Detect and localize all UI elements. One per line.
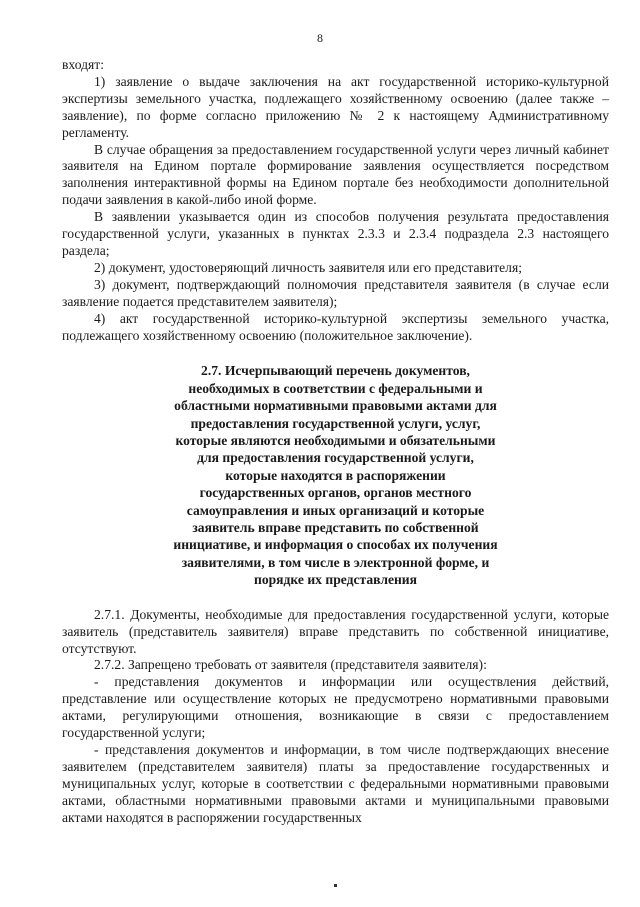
paragraph: 4) акт государственной историко-культурной экспертизы земельного участка, подлежащего хозяйственному освоению (положительное заключение). bbox=[62, 310, 609, 343]
paragraph: 2.7.2. Запрещено требовать от заявителя (представителя заявителя): bbox=[94, 657, 487, 673]
heading-line: самоуправления и иных организаций и которые bbox=[186, 502, 485, 518]
heading-line: предоставления государственной услуги, услуг, bbox=[190, 415, 481, 431]
section-heading bbox=[171, 362, 501, 588]
paragraph: входят: bbox=[62, 57, 104, 72]
heading-line: заявителями, в том числе в электронной форме, и bbox=[181, 554, 490, 570]
page-number: 8 bbox=[317, 31, 323, 45]
paragraph: - представления документов и информации, в том числе подтверждающих внесение заявителем (представителем заявителя) платы за предоставление государственных и муниципальных услуг, которые в соответствии с федеральными нормативными правовыми актами, областными нормативными правовыми актами и муниципальными правовыми актами находятся в распоряжении государственных bbox=[62, 741, 609, 825]
top-paragraphs bbox=[62, 57, 609, 344]
heading-line: которые находятся в распоряжении bbox=[225, 467, 446, 483]
bottom-paragraphs bbox=[62, 607, 609, 827]
paragraph: 1) заявление о выдаче заключения на акт государственной историко-культурной экспертизы земельного участка, подлежащего хозяйственному освоению (далее также – заявление), по форме согласно приложению № 2 к настоящему Административному регламенту. bbox=[62, 73, 609, 140]
heading-line: заявитель вправе представить по собственной bbox=[192, 520, 479, 536]
paragraph: 3) документ, подтверждающий полномочия представителя заявителя (в случае если заявление подается представителем заявителя); bbox=[62, 276, 609, 309]
heading-line: инициативе, и информация о способах их получения bbox=[173, 537, 498, 553]
heading-line: 2.7. Исчерпывающий перечень документов, bbox=[201, 363, 470, 379]
heading-line: областными нормативными правовыми актами для bbox=[174, 398, 497, 414]
paragraph: - представления документов и информации или осуществления действий, представление или осуществление которых не предусмотрено нормативными правовыми актами, регулирующими отношения, возникающие в связи с предоставлением государственной услуги; bbox=[62, 674, 609, 741]
paragraph: В заявлении указывается один из способов получения результата предоставления государственной услуги, указанных в пунктах 2.3.3 и 2.3.4 подраздела 2.3 настоящего раздела; bbox=[62, 209, 609, 258]
heading-line: для предоставления государственной услуги, bbox=[197, 450, 474, 466]
paragraph: В случае обращения за предоставлением государственной услуги через личный кабинет заявителя на Едином портале формирование заявления осуществляется посредством заполнения интерактивной формы на Едином портале без необходимости дополнительной подачи заявления в какой-либо иной форме. bbox=[62, 141, 609, 208]
heading-line: государственных органов, органов местного bbox=[199, 485, 472, 501]
document-body bbox=[62, 57, 609, 826]
paragraph: 2) документ, удостоверяющий личность заявителя или его представителя; bbox=[94, 259, 522, 275]
scan-mark bbox=[334, 884, 337, 887]
heading-line: порядке их представления bbox=[253, 572, 417, 588]
heading-line: которые являются необходимыми и обязательными bbox=[175, 433, 496, 449]
heading-line: необходимых в соответствии с федеральными и bbox=[188, 380, 483, 396]
paragraph: 2.7.1. Документы, необходимые для предоставления государственной услуги, которые заявитель (представитель заявителя) вправе представить по собственной инициативе, отсутствуют. bbox=[62, 606, 609, 656]
